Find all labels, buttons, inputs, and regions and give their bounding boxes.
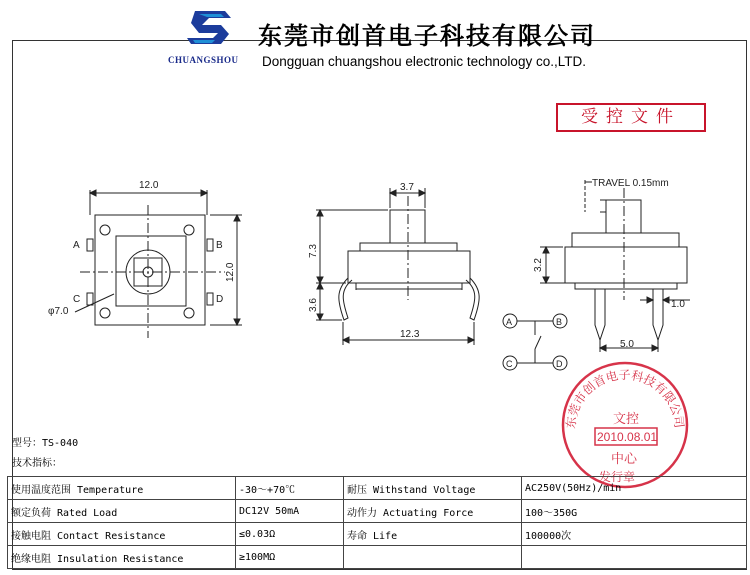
front-pin-c: C bbox=[73, 294, 81, 305]
spec-label: 绝缘电阻 Insulation Resistance bbox=[8, 546, 236, 569]
spec-value: ≥100MΩ bbox=[236, 546, 344, 569]
circuit-pin-a: A bbox=[506, 317, 513, 327]
spec-label: 耐压 Withstand Voltage bbox=[344, 477, 522, 500]
dim-side-height-top: 7.3 bbox=[308, 244, 319, 258]
spec-label: 接触电阻 Contact Resistance bbox=[8, 523, 236, 546]
dim-front-width: 12.0 bbox=[139, 180, 159, 191]
circuit-pin-c: C bbox=[506, 359, 513, 369]
right-view bbox=[540, 180, 690, 352]
company-name-cn: 东莞市创首电子科技有限公司 bbox=[258, 21, 596, 50]
dim-lead-width: 1.0 bbox=[671, 299, 685, 310]
spec-value: -30～+70℃ bbox=[236, 477, 344, 500]
spec-label: 寿命 Life bbox=[344, 523, 522, 546]
front-pin-a: A bbox=[73, 240, 80, 251]
table-row bbox=[8, 500, 747, 523]
spec-value: 100～350G bbox=[522, 500, 747, 523]
stamp-line2: 中心 bbox=[611, 451, 638, 466]
controlled-document-stamp: 受控文件 bbox=[556, 103, 706, 132]
company-name-en: Dongguan chuangshou electronic technology co.,LTD. bbox=[262, 54, 586, 69]
side-view bbox=[316, 188, 479, 345]
front-pin-d: D bbox=[216, 294, 224, 305]
spec-heading: 技术指标： bbox=[12, 458, 62, 469]
circuit-pin-d: D bbox=[556, 359, 563, 369]
spec-label: 额定负荷 Rated Load bbox=[8, 500, 236, 523]
dim-actuator-width: 3.7 bbox=[400, 182, 414, 193]
table-row bbox=[8, 546, 747, 569]
issuance-stamp bbox=[555, 355, 695, 495]
table-row bbox=[8, 523, 747, 546]
spec-value bbox=[522, 546, 747, 569]
spec-table bbox=[7, 476, 747, 569]
stamp-date: 2010.08.01 bbox=[597, 430, 658, 444]
model-number: 型号：TS-040 bbox=[12, 438, 79, 449]
dim-right-height: 3.2 bbox=[533, 258, 544, 272]
spec-value: 100000次 bbox=[522, 523, 747, 546]
dim-side-height-leads: 3.6 bbox=[308, 298, 319, 312]
spec-label: 使用温度范围 Temperature bbox=[8, 477, 236, 500]
table-row bbox=[8, 477, 747, 500]
dim-front-height: 12.0 bbox=[225, 262, 236, 282]
stamp-ring-text: 东莞市创首电子科技有限公司 bbox=[563, 367, 687, 430]
spec-value: ≤0.03Ω bbox=[236, 523, 344, 546]
stamp-line3: 发行章 bbox=[599, 470, 636, 484]
dim-lead-pitch: 5.0 bbox=[620, 339, 634, 350]
spec-label bbox=[344, 546, 522, 569]
front-view bbox=[75, 190, 242, 338]
spec-value: AC250V(50Hz)/min bbox=[522, 477, 747, 500]
spec-label: 动作力 Actuating Force bbox=[344, 500, 522, 523]
dim-hole: φ7.0 bbox=[48, 306, 69, 317]
spec-value: DC12V 50mA bbox=[236, 500, 344, 523]
dim-side-width: 12.3 bbox=[400, 329, 420, 340]
brand-name: CHUANGSHOU bbox=[168, 55, 239, 65]
circuit-pin-b: B bbox=[556, 317, 563, 327]
front-pin-b: B bbox=[216, 240, 223, 251]
stamp-line1: 文控 bbox=[613, 411, 640, 426]
dim-travel: TRAVEL 0.15mm bbox=[592, 178, 669, 189]
